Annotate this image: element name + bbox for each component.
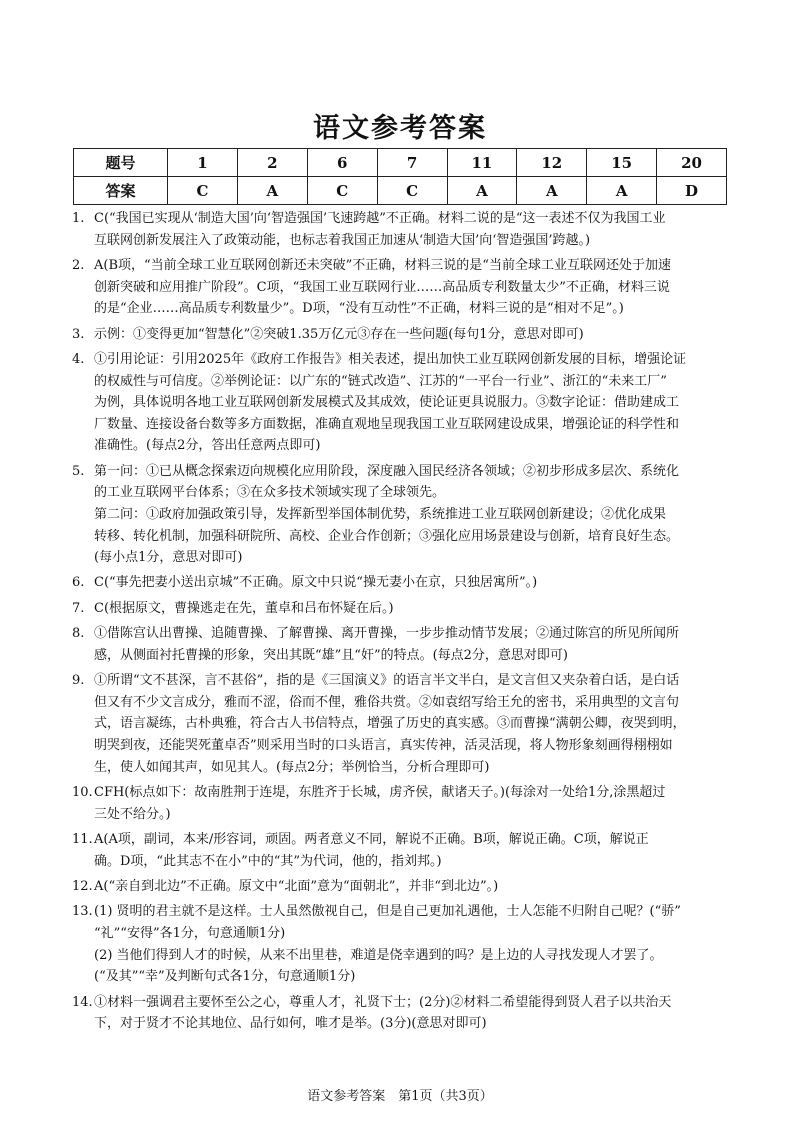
answer-item xyxy=(72,349,732,457)
answer-item xyxy=(72,876,732,898)
item-text-line: A(B项，“当前全球工业互联网创新还未突破”不正确，材料三说的是“当前全球工业互联网还处于加速 xyxy=(94,257,671,273)
item-text-line: 明哭到夜，还能哭死董卓否”则采用当时的口头语言，真实传神，活灵活现，将人物形象刻画得栩栩如 xyxy=(94,738,673,754)
answer-item xyxy=(72,901,732,987)
item-text-line: A(A项，副词，本来/形容词，顽固。两者意义不同，解说不正确。B项，解说正确。C项，解说正 xyxy=(94,832,649,847)
question-number-cell: 7 xyxy=(377,149,447,177)
answer-item xyxy=(72,208,732,251)
item-text-line: 转移、转化机制，加强科研院所、高校、企业合作创新；③强化应用场景建设与创新，培育良好生态。 xyxy=(94,528,680,544)
item-text-line: 式，语言凝练，古朴典雅，符合古人书信特点，增强了历史的真实感。③而曹操“满朝公卿，夜哭到明， xyxy=(94,716,686,732)
item-text-line: C(“事先把妻小送出京城”不正确。原文中只说“操无妻小在京，只独居寓所”。) xyxy=(94,575,538,591)
answer-cell: A xyxy=(237,177,307,205)
item-text-line: 确。D项，“此其志不在小”中的“其”为代词，他的，指刘邦。) xyxy=(94,853,442,869)
answer-table xyxy=(73,148,727,205)
item-text-line: ①引用论证：引用2025年《政府工作报告》相关表述，提出加快工业互联网创新发展的目标，增强论证 xyxy=(94,351,687,367)
question-number-cell: 2 xyxy=(237,149,307,177)
answer-item xyxy=(72,829,732,872)
answer-explanations xyxy=(72,208,732,1039)
answer-item xyxy=(72,461,732,569)
item-text-line: 感，从侧面衬托曹操的形象，突出其既“雄”且“奸”的特点。(每点2分，意思对即可) xyxy=(94,647,568,663)
item-text-line: 创新突破和应用推广阶段”。C项，“我国工业互联网行业……高品质专利数量太少”不正确，材料三说 xyxy=(94,279,670,295)
row-label-answer: 答案 xyxy=(74,177,168,205)
item-text-line: 示例：①变得更加“智慧化”②突破1.35万亿元③存在一些问题(每句1分，意思对即可) xyxy=(94,326,584,342)
question-number-cell: 6 xyxy=(307,149,377,177)
answer-cell: C xyxy=(307,177,377,205)
item-text-line: “礼”“安得”各1分，句意通顺1分) xyxy=(94,925,286,941)
item-text-line: 下，对于贤才不论其地位、品行如何，唯才是举。(3分)(意思对即可) xyxy=(94,1016,487,1032)
item-number: 2. xyxy=(72,257,85,273)
item-number: 5. xyxy=(72,463,85,479)
item-number: 12. xyxy=(72,878,93,894)
item-number: 7. xyxy=(72,600,85,616)
item-text-line: 的是“企业……高品质专利数量少”。D项，“没有互动性”不正确，材料三说的是“相对不足”。) xyxy=(94,301,624,317)
item-text-line: 的权威性与可信度。②举例论证：以广东的“链式改造”、江苏的“一平台一行业”、浙江的“未来工厂” xyxy=(94,373,667,389)
item-text-line: 为例，具体说明各地工业互联网创新发展模式及其成效，使论证更具说服力。③数字论证：借助建成工 xyxy=(94,395,680,411)
answer-cell: A xyxy=(447,177,517,205)
item-text-line: 的工业互联网平台体系；③在众多技术领域实现了全球领先。 xyxy=(94,485,446,501)
question-number-cell: 20 xyxy=(657,149,727,177)
answer-cell: A xyxy=(587,177,657,205)
answer-item xyxy=(72,255,732,320)
item-text-line: ①借陈宫认出曹操、追随曹操、了解曹操、离开曹操，一步步推动情节发展；②通过陈宫的所见所闻所 xyxy=(94,626,680,642)
item-text-line: 但又有不少文言成分，雅而不涩，俗而不俚，雅俗共赏。②如袁绍写给王允的密书，采用典型的文言句 xyxy=(94,694,680,710)
item-number: 13. xyxy=(72,904,93,920)
item-number: 1. xyxy=(72,211,85,226)
item-text-line: C(“我国已实现从‘制造大国’向‘智造强国’飞速跨越”不正确。材料二说的是“这一表述不仅为我国工业 xyxy=(94,211,666,226)
item-text-line: (“及其”“幸”及判断句式各1分，句意通顺1分) xyxy=(94,969,356,985)
item-text-line: 生，使人如闻其声，如见其人。(每点2分；举例恰当，分析合理即可) xyxy=(94,759,490,775)
item-text-line: (1) 贤明的君主就不是这样。士人虽然傲视自己，但是自己更加礼遇他，士人怎能不归附自己呢？(“骄” xyxy=(94,904,681,920)
answer-cell: C xyxy=(377,177,447,205)
answer-item xyxy=(72,992,732,1035)
item-text-line: (每小点1分，意思对即可) xyxy=(94,550,243,566)
item-number: 8. xyxy=(72,626,85,642)
item-text-line: 互联网创新发展注入了政策动能，也标志着我国正加速从‘制造大国’向‘智造强国’跨越。) xyxy=(94,232,591,248)
item-text-line: 三处不给分。) xyxy=(94,806,171,822)
item-text-line: 第二问：①政府加强政策引导，发挥新型举国体制优势，系统推进工业互联网创新建设；②优化成果 xyxy=(94,506,667,522)
item-text-line: CFH(标点如下：故南胜荆于连堤，东胜齐于长城，虏齐侯，献诸天子。)(每涂对一处给1分,涂黑超过 xyxy=(94,785,666,801)
answer-item xyxy=(72,572,732,594)
page-footer: 语文参考答案 第1页（共3页） xyxy=(307,1089,493,1104)
answer-cell: C xyxy=(168,177,238,205)
answer-item xyxy=(72,324,732,346)
question-number-cell: 11 xyxy=(447,149,517,177)
answer-cell: A xyxy=(517,177,587,205)
row-label-question: 题号 xyxy=(74,149,168,177)
answer-row xyxy=(74,177,727,205)
question-number-cell: 1 xyxy=(168,149,238,177)
item-number: 4. xyxy=(72,351,85,367)
answer-item xyxy=(72,782,732,825)
answer-cell: D xyxy=(657,177,727,205)
page-title: 语文参考答案 xyxy=(313,113,487,144)
item-text-line: A(“亲自到北边”不正确。原文中“北面”意为“面朝北”，并非“到北边”。) xyxy=(94,878,499,894)
question-number-cell: 12 xyxy=(517,149,587,177)
item-number: 6. xyxy=(72,575,85,591)
item-number: 3. xyxy=(72,326,85,342)
item-text-line: ①材料一强调君主要怀至公之心，尊重人才，礼贤下士；(2分)②材料二希望能得到贤人君子以共治天 xyxy=(94,994,672,1010)
item-text-line: ①所谓“文不甚深，言不甚俗”，指的是《三国演义》的语言半文半白，是文言但又夹杂着白话，是白话 xyxy=(94,673,680,689)
item-number: 10. xyxy=(72,785,93,801)
answer-item xyxy=(72,670,732,778)
question-number-row xyxy=(74,149,727,177)
question-number-cell: 15 xyxy=(587,149,657,177)
item-text-line: C(根据原文，曹操逃走在先，董卓和吕布怀疑在后。) xyxy=(94,600,394,616)
answer-item xyxy=(72,598,732,620)
item-text-line: 准确性。(每点2分，答出任意两点即可) xyxy=(94,438,321,454)
item-number: 11. xyxy=(72,832,93,847)
item-number: 9. xyxy=(72,673,85,689)
item-number: 14. xyxy=(72,994,93,1010)
item-text-line: 厂数量、连接设备台数等多方面数据，准确直观地呈现我国工业互联网建设成果，增强论证的科学性和 xyxy=(94,416,680,432)
item-text-line: (2) 当他们得到人才的时候，从来不出里巷，难道是侥幸遇到的吗？是上边的人寻找发现人才罢了。 xyxy=(94,947,663,963)
answer-item xyxy=(72,623,732,666)
item-text-line: 第一问：①已从概念探索迈向规模化应用阶段，深度融入国民经济各领域；②初步形成多层次、系统化 xyxy=(94,463,680,479)
